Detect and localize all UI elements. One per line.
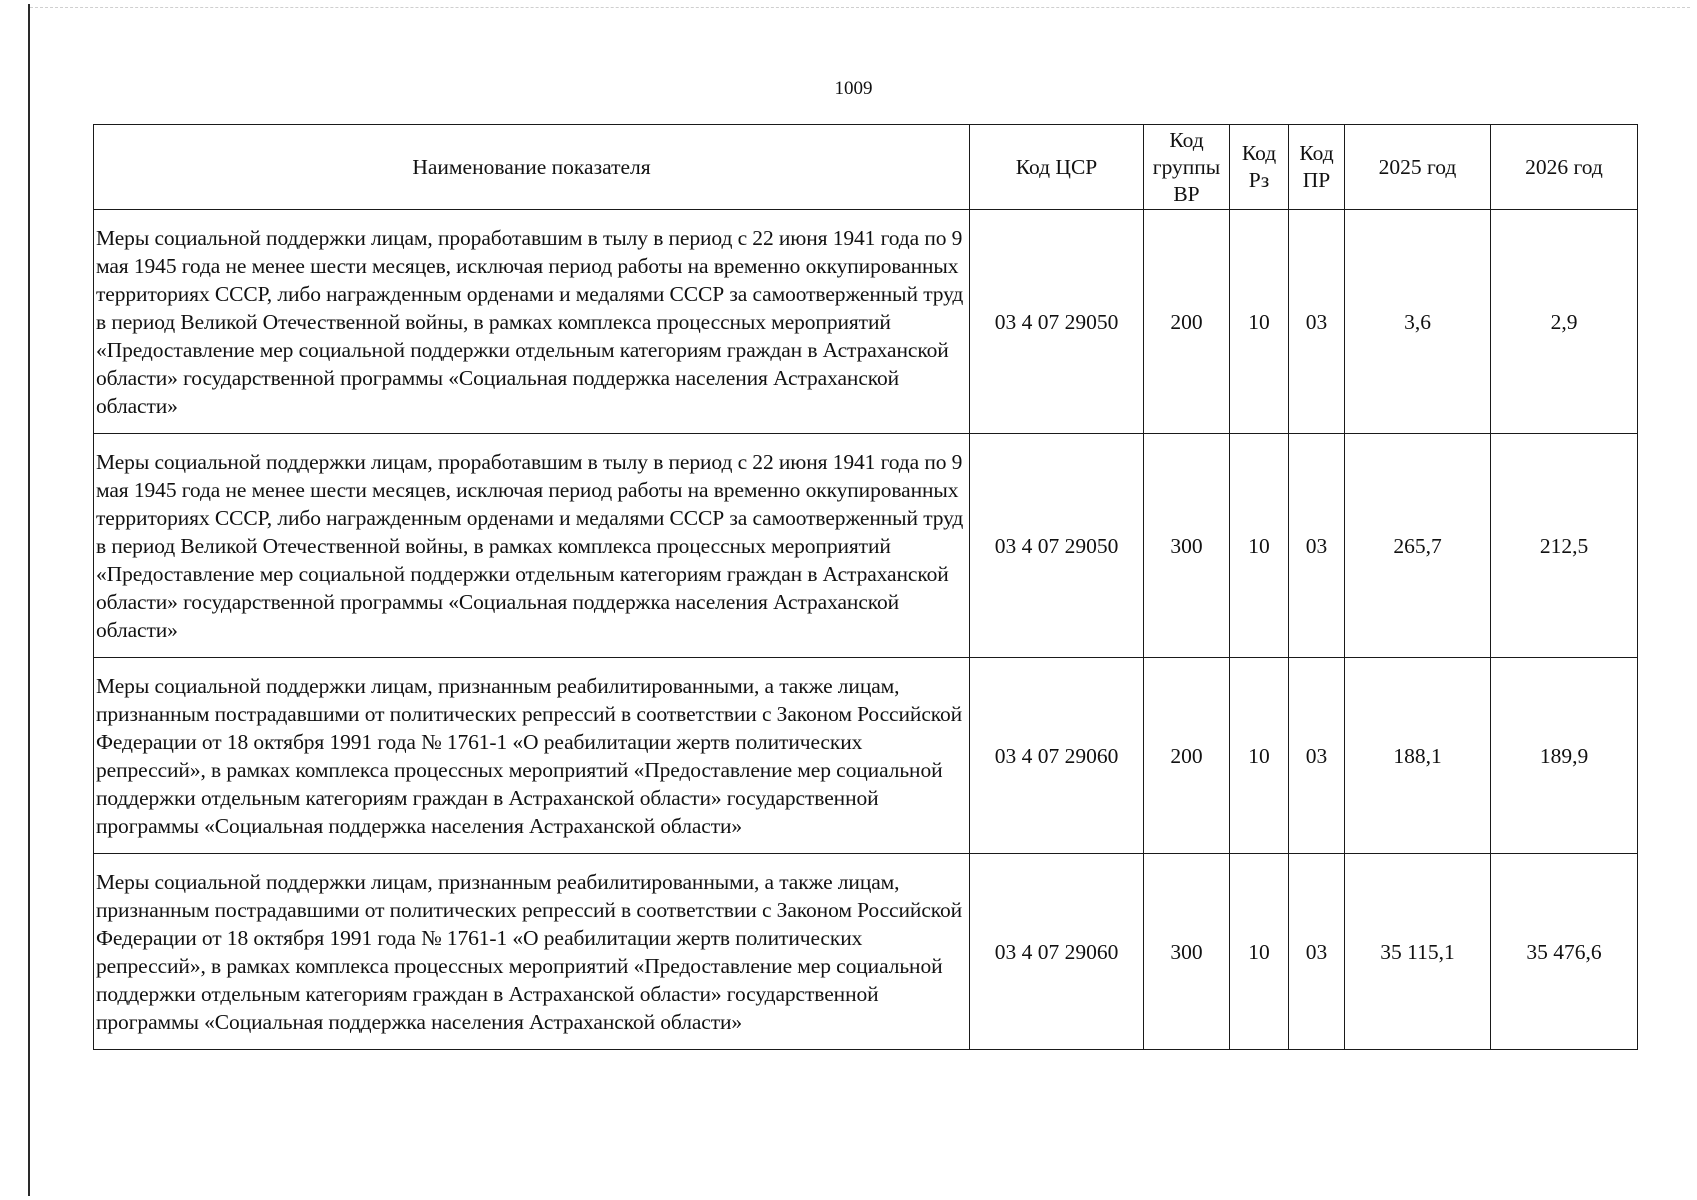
row-pr-code: 03 [1289,434,1345,658]
table-row [94,210,1638,434]
row-vr-code: 300 [1144,434,1230,658]
row-csr-code: 03 4 07 29060 [970,854,1144,1050]
header-year-2025: 2025 год [1345,125,1491,210]
row-rz-code: 10 [1230,854,1289,1050]
row-name: Меры социальной поддержки лицам, признанным реабилитированными, а также лицам, признанным пострадавшими от политических репрессий в соответствии с Законом Российской Федерации от 18 октября 1991 года № 1761-1 «О реабилитации жертв политических репрессий», в рамках комплекса процессных мероприятий «Предоставление мер социальной поддержки отдельным категориям граждан в Астраханской области» государственной программы «Социальная поддержка населения Астраханской области» [94,854,970,1050]
header-rz-code: Код Рз [1230,125,1289,210]
row-pr-code: 03 [1289,854,1345,1050]
row-vr-code: 300 [1144,854,1230,1050]
header-pr-code: Код ПР [1289,125,1345,210]
row-vr-code: 200 [1144,658,1230,854]
row-name: Меры социальной поддержки лицам, проработавшим в тылу в период с 22 июня 1941 года по 9 мая 1945 года не менее шести месяцев, исключая период работы на временно оккупированных территориях СССР, либо награжденным орденами и медалями СССР за самоотверженный труд в период Великой Отечественной войны, в рамках комплекса процессных мероприятий «Предоставление мер социальной поддержки отдельным категориям граждан в Астраханской области» государственной программы «Социальная поддержка населения Астраханской области» [94,210,970,434]
row-csr-code: 03 4 07 29050 [970,210,1144,434]
scan-top-edge [30,7,1690,8]
row-name: Меры социальной поддержки лицам, проработавшим в тылу в период с 22 июня 1941 года по 9 мая 1945 года не менее шести месяцев, исключая период работы на временно оккупированных территориях СССР, либо награжденным орденами и медалями СССР за самоотверженный труд в период Великой Отечественной войны, в рамках комплекса процессных мероприятий «Предоставление мер социальной поддержки отдельным категориям граждан в Астраханской области» государственной программы «Социальная поддержка населения Астраханской области» [94,434,970,658]
row-rz-code: 10 [1230,658,1289,854]
row-value-2025: 35 115,1 [1345,854,1491,1050]
row-value-2025: 188,1 [1345,658,1491,854]
row-csr-code: 03 4 07 29060 [970,658,1144,854]
table-row [94,658,1638,854]
row-csr-code: 03 4 07 29050 [970,434,1144,658]
scan-left-edge [28,4,30,1196]
row-vr-code: 200 [1144,210,1230,434]
page-number: 1009 [834,78,873,99]
budget-table [93,124,1638,1050]
row-rz-code: 10 [1230,210,1289,434]
row-rz-code: 10 [1230,434,1289,658]
row-value-2026: 189,9 [1491,658,1638,854]
row-value-2025: 265,7 [1345,434,1491,658]
row-value-2026: 212,5 [1491,434,1638,658]
table-header-row [94,125,1638,210]
table-row [94,854,1638,1050]
header-vr-group-code: Код группы ВР [1144,125,1230,210]
header-csr-code: Код ЦСР [970,125,1144,210]
row-value-2026: 2,9 [1491,210,1638,434]
row-pr-code: 03 [1289,210,1345,434]
table-row [94,434,1638,658]
header-year-2026: 2026 год [1491,125,1638,210]
header-name: Наименование показателя [94,125,970,210]
row-value-2026: 35 476,6 [1491,854,1638,1050]
row-name: Меры социальной поддержки лицам, признанным реабилитированными, а также лицам, признанным пострадавшими от политических репрессий в соответствии с Законом Российской Федерации от 18 октября 1991 года № 1761-1 «О реабилитации жертв политических репрессий», в рамках комплекса процессных мероприятий «Предоставление мер социальной поддержки отдельным категориям граждан в Астраханской области» государственной программы «Социальная поддержка населения Астраханской области» [94,658,970,854]
row-value-2025: 3,6 [1345,210,1491,434]
row-pr-code: 03 [1289,658,1345,854]
